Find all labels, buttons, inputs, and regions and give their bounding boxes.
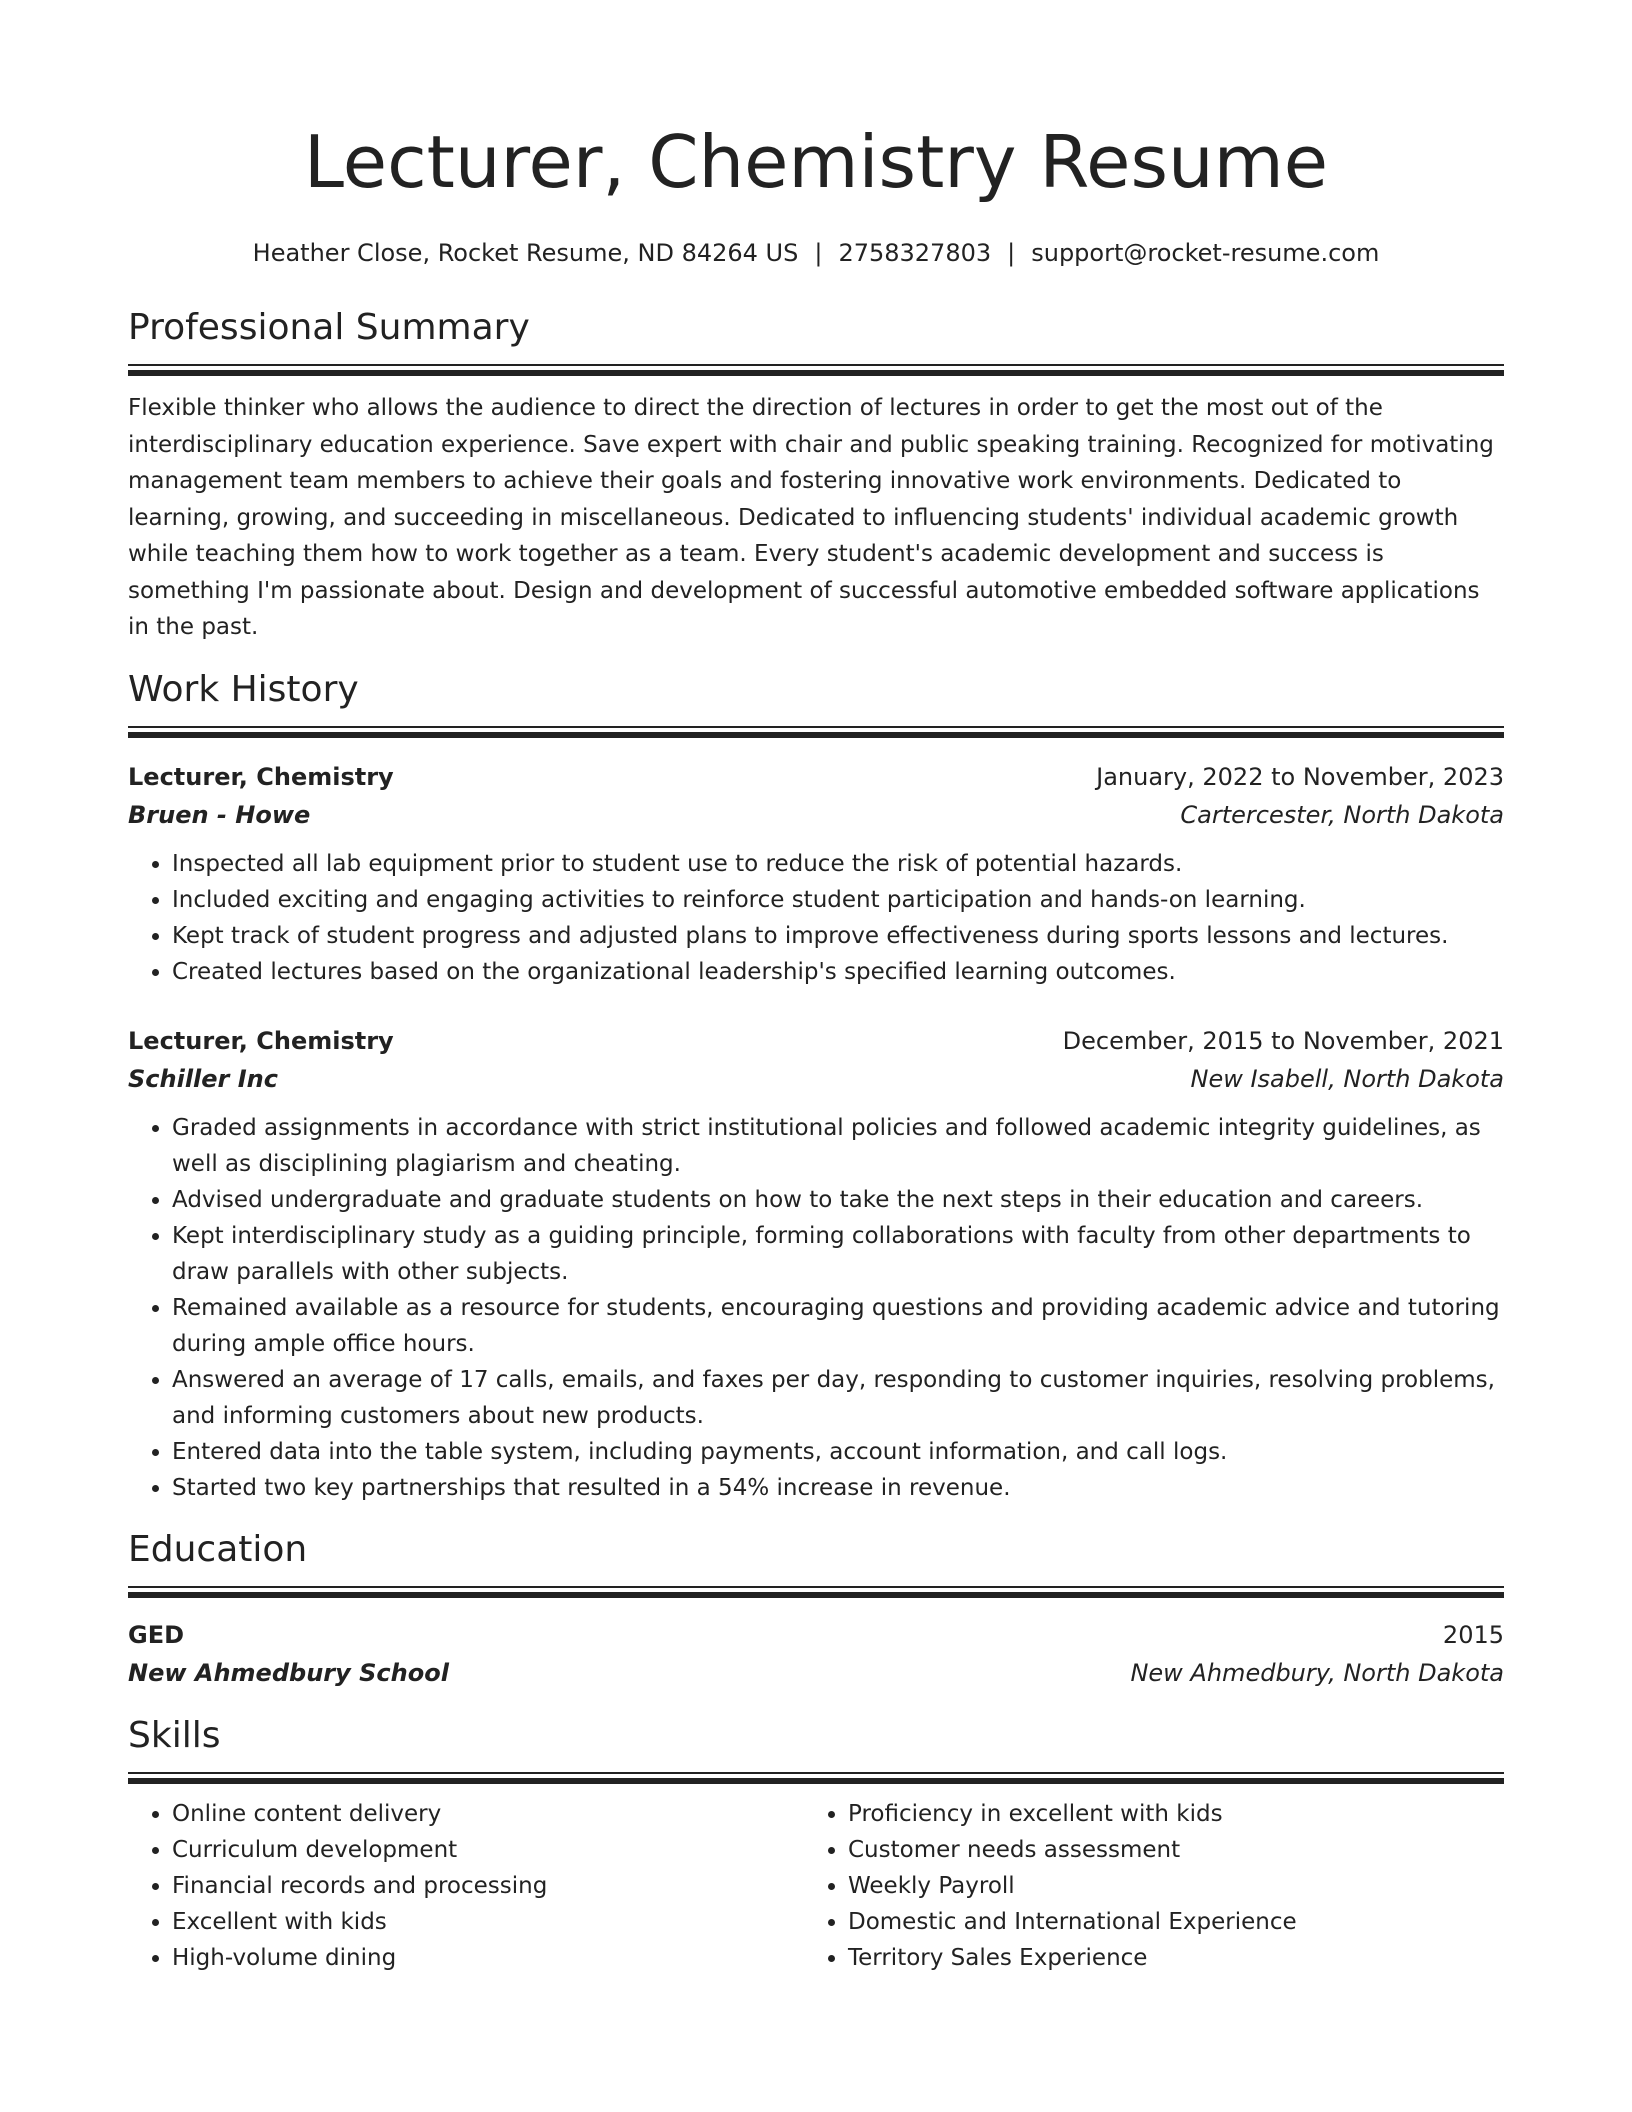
- job-bullet: • Started two key partnerships that resulted in a 54% increase in revenue.: [172, 1470, 1504, 1506]
- education-location: New Ahmedbury, North Dakota: [1130, 1658, 1504, 1687]
- job-bullet: • Graded assignments in accordance with strict institutional policies and followed academic integrity guidelines, as well as disciplining plagiarism and cheating.: [172, 1110, 1504, 1182]
- skill-item: • Curriculum development: [172, 1832, 804, 1868]
- education-school: New Ahmedbury School: [128, 1658, 449, 1687]
- education-section: [128, 1526, 1504, 1692]
- job-bullet: • Remained available as a resource for students, encouraging questions and providing academic advice and tutoring during ample office hours.: [172, 1290, 1504, 1362]
- job-location: Cartercester, North Dakota: [1180, 800, 1504, 829]
- skill-item: • Domestic and International Experience: [848, 1904, 1480, 1940]
- skill-item: • Financial records and processing: [172, 1868, 804, 1904]
- work-history-section: [128, 666, 1504, 1506]
- summary-section: [128, 304, 1504, 646]
- skill-item: • Territory Sales Experience: [848, 1940, 1480, 1976]
- contact-email: support@rocket-resume.com: [1031, 239, 1380, 267]
- skill-item: • Online content delivery: [172, 1796, 804, 1832]
- contact-separator: |: [814, 239, 823, 267]
- summary-text: Flexible thinker who allows the audience to direct the direction of lectures in order to get the most out of the interdisciplinary education experience. Save expert with chair and public speaking training. Recognized for motivating management team members to achieve their goals and fostering innovative work environments. Dedicated to learning, growing, and succeeding in miscellaneous. Dedicated to influencing students' individual academic growth while teaching them how to work together as a team. Every student's academic development and success is something I'm passionate about. Design and development of successful automotive embedded software applications in the past.: [128, 395, 1494, 640]
- skill-item: • Customer needs assessment: [848, 1832, 1480, 1868]
- job-subheader: [128, 1060, 1504, 1098]
- job-dates: January, 2022 to November, 2023: [1096, 762, 1504, 791]
- skills-section: [128, 1712, 1504, 1976]
- work-history-heading: Work History: [128, 668, 359, 710]
- job-company: Bruen - Howe: [128, 800, 311, 829]
- education-heading: Education: [128, 1528, 308, 1570]
- resume-title: Lecturer, Chemistry Resume: [303, 120, 1329, 204]
- job-bullet: • Included exciting and engaging activities to reinforce student participation and hands-on learning.: [172, 882, 1504, 918]
- job-bullet: • Inspected all lab equipment prior to student use to reduce the risk of potential hazards.: [172, 846, 1504, 882]
- education-header: [128, 1616, 1504, 1654]
- section-divider: [128, 1772, 1504, 1784]
- skill-item: • High-volume dining: [172, 1940, 804, 1976]
- job-entry: [128, 1022, 1504, 1506]
- job-dates: December, 2015 to November, 2021: [1062, 1026, 1504, 1055]
- section-divider: [128, 364, 1504, 376]
- job-bullet: • Kept track of student progress and adjusted plans to improve effectiveness during sports lessons and lectures.: [172, 918, 1504, 954]
- job-bullet: • Kept interdisciplinary study as a guiding principle, forming collaborations with faculty from other departments to draw parallels with other subjects.: [172, 1218, 1504, 1290]
- job-title: Lecturer, Chemistry: [128, 762, 394, 791]
- job-header: [128, 758, 1504, 796]
- skills-list-right: [804, 1796, 1480, 1976]
- education-entry: [128, 1616, 1504, 1692]
- job-location: New Isabell, North Dakota: [1190, 1064, 1504, 1093]
- summary-heading: Professional Summary: [128, 307, 530, 348]
- job-subheader: [128, 796, 1504, 834]
- contact-phone: 2758327803: [838, 239, 992, 267]
- job-company: Schiller Inc: [128, 1064, 278, 1093]
- education-degree: GED: [128, 1620, 185, 1649]
- skills-heading: Skills: [128, 1714, 221, 1756]
- job-header: [128, 1022, 1504, 1060]
- job-bullet: • Entered data into the table system, including payments, account information, and call logs.: [172, 1434, 1504, 1470]
- skill-item: • Proficiency in excellent with kids: [848, 1796, 1480, 1832]
- section-divider: [128, 726, 1504, 738]
- job-bullet: • Answered an average of 17 calls, emails, and faxes per day, responding to customer inquiries, resolving problems, and informing customers about new products.: [172, 1362, 1504, 1434]
- job-entry: [128, 758, 1504, 990]
- skill-item: • Excellent with kids: [172, 1904, 804, 1940]
- contact-line: [128, 236, 1504, 270]
- skills-columns: [128, 1796, 1504, 1976]
- job-bullets: [128, 846, 1504, 990]
- job-title: Lecturer, Chemistry: [128, 1026, 394, 1055]
- education-subheader: [128, 1654, 1504, 1692]
- job-bullet: • Advised undergraduate and graduate students on how to take the next steps in their education and careers.: [172, 1182, 1504, 1218]
- education-year: 2015: [1442, 1620, 1504, 1649]
- job-bullets: [128, 1110, 1504, 1506]
- job-bullet: • Created lectures based on the organizational leadership's specified learning outcomes.: [172, 954, 1504, 990]
- section-divider: [128, 1586, 1504, 1598]
- skills-list-left: [128, 1796, 804, 1976]
- contact-address: Heather Close, Rocket Resume, ND 84264 US: [252, 239, 799, 267]
- contact-separator: |: [1007, 239, 1016, 267]
- skill-item: • Weekly Payroll: [848, 1868, 1480, 1904]
